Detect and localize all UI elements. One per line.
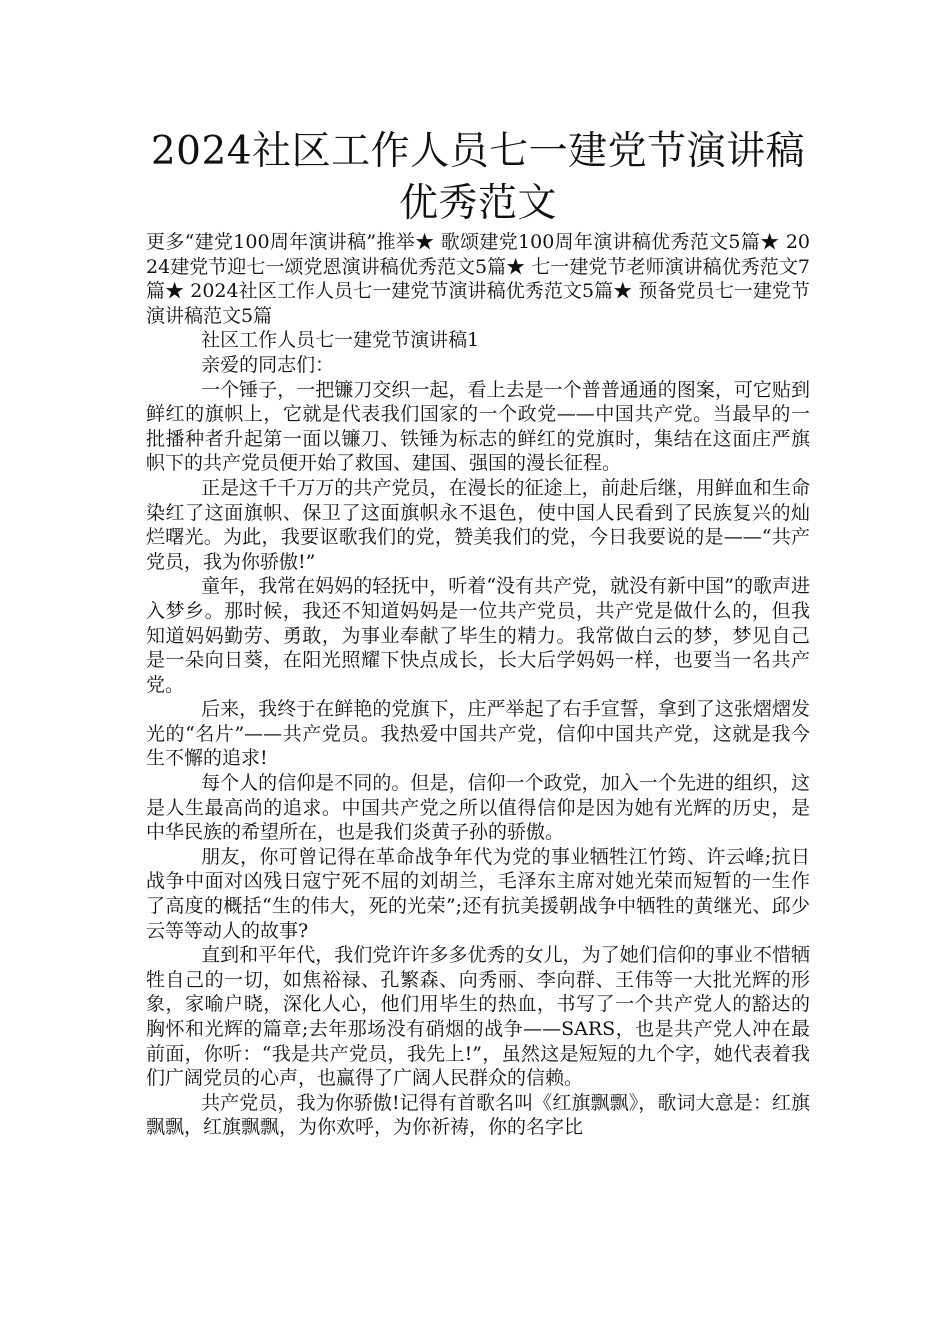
related-articles-list: 更多“建党100周年演讲稿”推举★ 歌颂建党100周年演讲稿优秀范文5篇★ 2024建党节迎七一颂党恩演讲稿优秀范文5篇★ 七一建党节老师演讲稿优秀范文7篇★ 2024社区工作人员七一建党节演讲稿优秀范文5篇★ 预备党员七一建党节演讲稿范文5篇 xyxy=(146,231,810,327)
document-body xyxy=(146,230,810,1140)
body-paragraph: 后来，我终于在鲜艳的党旗下，庄严举起了右手宣誓，拿到了这张熠熠发光的“名片”——共产党员。我热爱中国共产党，信仰中国共产党，这就是我今生不懈的追求! xyxy=(146,698,810,770)
body-paragraph: 共产党员，我为你骄傲!记得有首歌名叫《红旗飘飘》，歌词大意是：红旗飘飘，红旗飘飘，为你欢呼，为你祈祷，你的名字比 xyxy=(146,1091,810,1139)
salutation: 亲爱的同志们： xyxy=(201,353,335,376)
section-heading: 社区工作人员七一建党节演讲稿1 xyxy=(201,329,480,352)
body-paragraph: 正是这千千万万的共产党员，在漫长的征途上，前赴后继，用鲜血和生命染红了这面旗帜、保卫了这面旗帜永不退色，使中国人民看到了民族复兴的灿烂曙光。为此，我要讴歌我们的党，赞美我们的党，今日我要说的是——“共产党员，我为你骄傲!” xyxy=(146,476,810,573)
document-title: 2024社区工作人员七一建党节演讲稿优秀范文 xyxy=(150,129,806,226)
document-content xyxy=(146,126,810,1140)
body-paragraph: 童年，我常在妈妈的轻抚中，听着“没有共产党，就没有新中国”的歌声进入梦乡。那时候，我还不知道妈妈是一位共产党员，共产党是做什么的，但我知道妈妈勤劳、勇敢，为事业奉献了毕生的精力。我常做白云的梦，梦见自己是一朵向日葵，在阳光照耀下快点成长，长大后学妈妈一样，也要当一名共产党。 xyxy=(146,575,810,696)
body-paragraph: 直到和平年代，我们党许许多多优秀的女儿，为了她们信仰的事业不惜牺牲自己的一切，如焦裕禄、孔繁森、向秀丽、李向群、王伟等一大批光辉的形象，家喻户晓，深化人心，他们用毕生的热血，书写了一个共产党人的豁达的胸怀和光辉的篇章;去年那场没有硝烟的战争——SARS，也是共产党人冲在最前面，你听：“我是共产党员，我先上!”，虽然这是短短的九个字，她代表着我们广阔党员的心声，也赢得了广阔人民群众的信赖。 xyxy=(146,944,810,1090)
body-paragraph: 朋友，你可曾记得在革命战争年代为党的事业牺牲江竹筠、许云峰;抗日战争中面对凶残日寇宁死不屈的刘胡兰，毛泽东主席对她光荣而短暂的一生作了高度的概括“生的伟大，死的光荣”;还有抗美援朝战争中牺牲的黄继光、邱少云等等动人的故事? xyxy=(146,845,810,942)
body-paragraph: 一个锤子，一把镰刀交织一起，看上去是一个普普通通的图案，可它贴到鲜红的旗帜上，它就是代表我们国家的一个政党——中国共产党。当最早的一批播种者升起第一面以镰刀、铁锤为标志的鲜红的党旗时，集结在这面庄严旗帜下的共产党员便开始了救国、建国、强国的漫长征程。 xyxy=(146,378,810,475)
body-paragraph: 每个人的信仰是不同的。但是，信仰一个政党，加入一个先进的组织，这是人生最高尚的追求。中国共产党之所以值得信仰是因为她有光辉的历史，是中华民族的希望所在，也是我们炎黄子孙的骄傲。 xyxy=(146,772,810,844)
